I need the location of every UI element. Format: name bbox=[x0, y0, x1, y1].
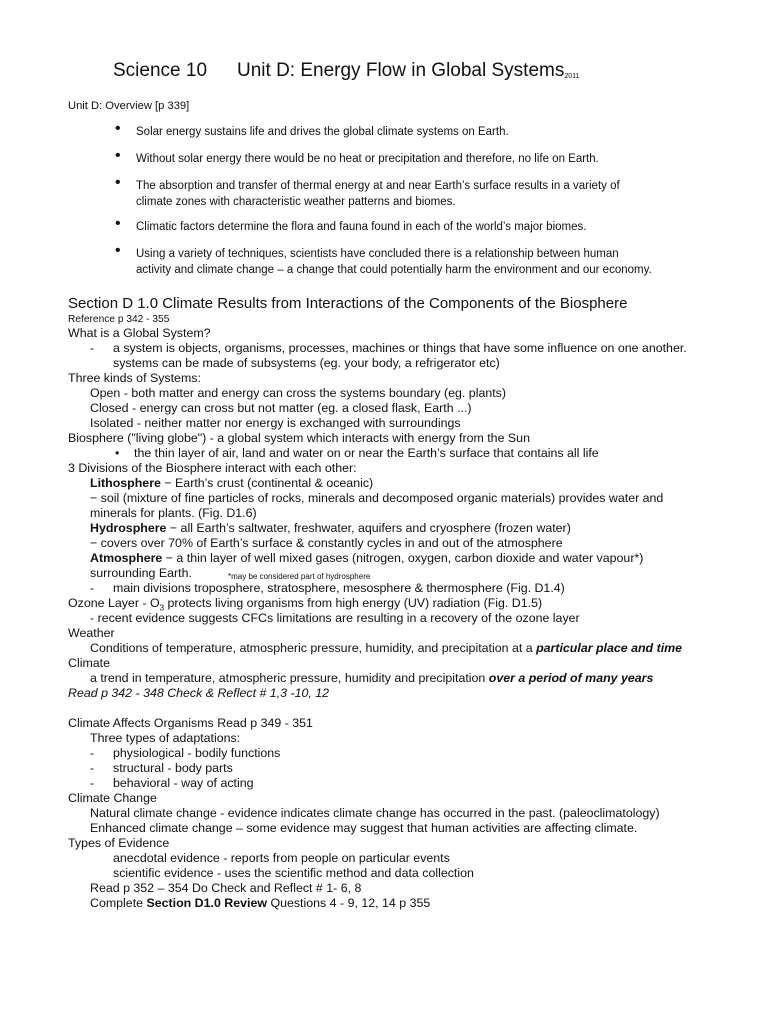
climate-emphasis: over a period of many years bbox=[488, 671, 654, 685]
affects-heading: Climate Affects Organisms Read p 349 - 351 bbox=[68, 716, 313, 730]
open-system: Open - both matter and energy can cross the systems boundary (eg. plants) bbox=[90, 386, 506, 400]
list-dash: - bbox=[90, 581, 95, 595]
unit-name: Unit D: Energy Flow in Global Systems bbox=[237, 60, 565, 81]
review-assignment: Complete Section D1.0 Review Questions 4 - 9, 12, 14 p 355 bbox=[90, 896, 431, 910]
atmosphere-line: Atmosphere − a thin layer of well mixed gases (nitrogen, oxygen, carbon dioxide and water vapour*) bbox=[90, 551, 644, 565]
overview-label: Unit D: Overview [p 339] bbox=[68, 100, 190, 112]
lithosphere-line: Lithosphere − Earth’s crust (continental & oceanic) bbox=[90, 476, 374, 490]
section-reference: Reference p 342 - 355 bbox=[68, 314, 170, 325]
soil-line-cont: minerals for plants. (Fig. D1.6) bbox=[90, 506, 257, 520]
natural-change: Natural climate change - evidence indicates climate change has occurred in the past. (paleoclimatology) bbox=[90, 806, 660, 820]
bullet-dot: • bbox=[115, 446, 120, 460]
atmosphere-footnote: *may be considered part of hydrosphere bbox=[228, 572, 371, 581]
weather-definition: Conditions of temperature, atmospheric pressure, humidity, and precipitation at a particular place and time bbox=[90, 641, 683, 655]
reading-assignment-2: Read p 352 – 354 Do Check and Reflect # 1- 6, 8 bbox=[90, 881, 362, 895]
hydrosphere-line-2: − covers over 70% of Earth’s surface & constantly cycles in and out of the atmosphere bbox=[90, 536, 563, 550]
climate-definition: a trend in temperature, atmospheric pressure, humidity and precipitation over a period of many years bbox=[90, 671, 654, 685]
atmosphere-line-2: surrounding Earth. bbox=[90, 566, 192, 580]
document-page: Science 10 Unit D: Energy Flow in Global Systems$_{2011}$ Unit D: Overview [p 339] • Solar energy sustains life and drives the global climate systems on Earth. • Without solar energy there would be no heat or precipitation and therefore, no life on Earth. • The absorption and transfer of thermal energy at and near Earth’s surface results in a variety of climate zones with characteristic weather patterns and biomes. • Climatic factors determine the flora and fauna found in each of the world’s major biomes. • Using a variety of techniques, scientists have concluded there is a relationship between human activity and climate change – a change that could potentially harm the environment and our economy. Section D 1.0 Climate Results from Interactions of the Components of the Biosphere Reference p 342 - 355 What is a Global System? - a system is objects, organisms, processes, machines or things that have some influence on one another. systems can be made of subsystems (eg. your body, a refrigerator etc) Three kinds of Systems: Open - both matter and energy can cross the systems boundary (eg. plants) Closed - energy can cross but not matter (eg. a closed flask, Earth ...) Isolated - neither matter nor energy is exchanged with surroundings Biosphere ("living globe") - a global system which interacts with energy from the Sun • the thin layer of air, land and water on or near the Earth’s surface that contains all life 3 Divisions of the Biosphere interact with each other: Lithosphere − Earth’s crust (continental & oceanic) − soil (mixture of fine particles of rocks, minerals and decomposed organic materials) provides water and minerals for plants. (Fig. D1.6) Hydrosphere − all Earth’s saltwater, freshwater, aquifers and cryosphere (frozen water) − covers over 70% of Earth’s surface & constantly cycles in and out of the atmosphere Atmosphere − a thin layer of well mixed gases (nitrogen, oxygen, carbon dioxide and water vapour*) surrounding Earth. *may be considered part of hydrosphere - main divisions troposphere, stratosphere, mesosphere & thermosphere (Fig. D1.4) Ozone Layer - $O_3$ protects living organisms from high energy (UV) radiation (Fig. D1.5) - recent evidence suggests CFCs limitations are resulting in a recovery of the ozone layer Weather Conditions of temperature, atmospheric pressure, humidity, and precipitation at a particular place and time Climate a trend in temperature, atmospheric pressure, humidity and precipitation over a period of many years Read p 342 - 348 Check & Reflect # 1,3 -10, 12 Climate Affects Organisms Read p 349 - 351 Three types of adaptations: - physiological - bodily functions - structural - body parts - behavioral - way of acting Climate Change Natural climate change - evidence indicates climate change has occurred in the past. (paleoclimatology) Enhanced climate change – some evidence may suggest that human activities are affecting climate. Types of Evidence anecdotal evidence - reports from people on particular events scientific evidence - uses the scientific method and data collection Read p 352 – 354 Do Check and Reflect # 1- 6, 8 Complete Section D1.0 Review Questions 4 - 9, 12, 14 p 355 bbox=[68, 60, 687, 910]
weather-heading: Weather bbox=[68, 626, 115, 640]
atmosphere-term: Atmosphere bbox=[90, 551, 163, 565]
atmosphere-divisions: main divisions troposphere, stratosphere, mesosphere & thermosphere (Fig. D1.4) bbox=[113, 581, 565, 595]
kinds-heading: Three kinds of Systems: bbox=[68, 371, 201, 385]
anecdotal-evidence: anecdotal evidence - reports from people on particular events bbox=[113, 851, 450, 865]
biosphere-definition: Biosphere ("living globe") - a global system which interacts with energy from the Sun bbox=[68, 431, 530, 445]
review-section-name: Section D1.0 Review bbox=[146, 896, 267, 910]
divisions-heading: 3 Divisions of the Biosphere interact with each other: bbox=[68, 461, 357, 475]
adaptation-physiological: physiological - bodily functions bbox=[113, 746, 281, 760]
evidence-heading: Types of Evidence bbox=[68, 836, 170, 850]
scientific-evidence: scientific evidence - uses the scientific method and data collection bbox=[113, 866, 474, 880]
global-definition-cont: systems can be made of subsystems (eg. your body, a refrigerator etc) bbox=[113, 356, 500, 370]
list-dash: - bbox=[90, 776, 95, 790]
list-dash: - bbox=[90, 746, 95, 760]
biosphere-bullet: the thin layer of air, land and water on or near the Earth’s surface that contains all life bbox=[134, 446, 599, 460]
hydrosphere-term: Hydrosphere bbox=[90, 521, 167, 535]
section-heading: Section D 1.0 Climate Results from Interactions of the Components of the Biosphere bbox=[68, 295, 628, 312]
page-title bbox=[113, 60, 579, 82]
weather-emphasis: particular place and time bbox=[536, 641, 683, 655]
title-year: 2011 bbox=[564, 73, 580, 80]
ozone-line: Ozone Layer - $O_3$ protects living organisms from high energy (UV) radiation (Fig. D1.5) bbox=[68, 596, 543, 613]
reading-assignment: Read p 342 - 348 Check & Reflect # 1,3 -10, 12 bbox=[68, 686, 330, 700]
adaptation-structural: structural - body parts bbox=[113, 761, 233, 775]
adaptations-heading: Three types of adaptations: bbox=[90, 731, 241, 745]
course-name: Science 10 bbox=[113, 60, 208, 81]
adaptation-behavioral: behavioral - way of acting bbox=[113, 776, 254, 790]
lithosphere-term: Lithosphere bbox=[90, 476, 161, 490]
climate-heading: Climate bbox=[68, 656, 110, 670]
list-dash: - bbox=[90, 761, 95, 775]
closed-system: Closed - energy can cross but not matter (eg. a closed flask, Earth ...) bbox=[90, 401, 472, 415]
climate-change-heading: Climate Change bbox=[68, 791, 157, 805]
global-definition: a system is objects, organisms, processes, machines or things that have some influence on one another. bbox=[113, 341, 687, 355]
question-global-system: What is a Global System? bbox=[68, 326, 211, 340]
list-dash: - bbox=[90, 341, 95, 355]
ozone-line-2: - recent evidence suggests CFCs limitations are resulting in a recovery of the ozone layer bbox=[90, 611, 580, 625]
soil-line: − soil (mixture of fine particles of rocks, minerals and decomposed organic materials) provides water and bbox=[90, 491, 664, 505]
isolated-system: Isolated - neither matter nor energy is exchanged with surroundings bbox=[90, 416, 461, 430]
enhanced-change: Enhanced climate change – some evidence may suggest that human activities are affecting climate. bbox=[90, 821, 638, 835]
hydrosphere-line: Hydrosphere − all Earth’s saltwater, freshwater, aquifers and cryosphere (frozen water) bbox=[90, 521, 571, 535]
